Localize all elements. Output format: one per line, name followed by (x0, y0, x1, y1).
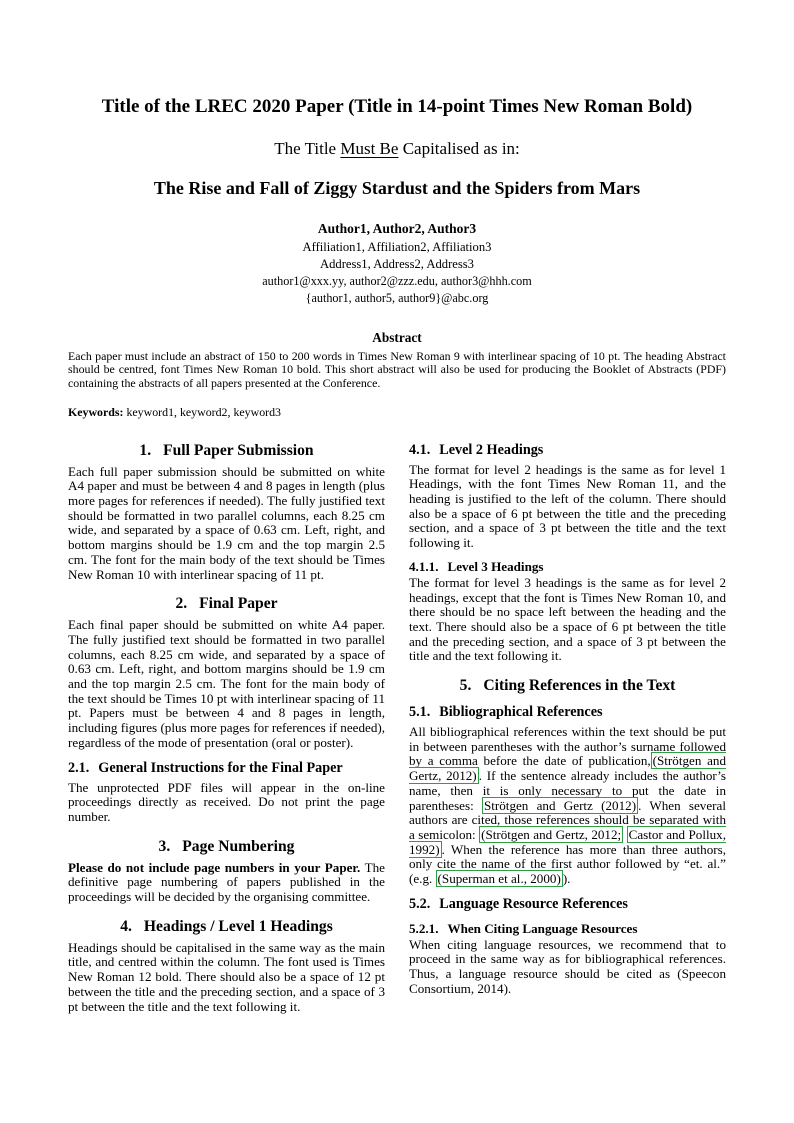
text-segment: . If the sentence already includes the author’s name, then it is only necessary to put the date in parentheses: (409, 768, 726, 813)
section-number: 4.1.1. (409, 558, 439, 574)
section-title: Full Paper Submission (163, 441, 314, 459)
section-number: 5.2. (409, 895, 431, 912)
section-4-paragraph: Headings should be capitalised in the same way as the main title, and centred within the column. The font used is Times New Roman 12 bold. There should also be a space of 12 pt between the title and the preceding section, and a space of 3 pt between the title and the text following it. (68, 939, 385, 1014)
keywords-text: keyword1, keyword2, keyword3 (123, 404, 282, 419)
section-title: Citing References in the Text (483, 677, 676, 695)
emails-line: author1@xxx.yy, author2@zzz.edu, author3@hhh.com (262, 273, 532, 288)
section-5-1-paragraph (409, 725, 726, 887)
section-heading-1 (68, 442, 385, 460)
section-heading-4-1-1 (409, 559, 726, 575)
section-4-1-paragraph: The format for level 2 headings is the same as for level 1 Headings, with the font Times New Roman 11, and the heading is justified to the left of the column. There should also be a space of 6 pt between the title and the preceding section, and a space of 3 pt between the title and the text following it. (409, 461, 726, 551)
capitalisation-note-line (68, 139, 726, 159)
section-number: 5.2.1. (409, 920, 439, 936)
citation-link[interactable]: Strötgen and Gertz (2012) (483, 797, 637, 813)
example-title: The Rise and Fall of Ziggy Stardust and the Spiders from Mars (153, 177, 641, 198)
keywords-line (68, 405, 726, 420)
section-number: 1. (139, 441, 152, 459)
paper-title: Title of the LREC 2020 Paper (Title in 14-point Times New Roman Bold) (101, 96, 693, 117)
section-heading-5-1 (409, 704, 726, 721)
section-2-paragraph: Each final paper should be submitted on white A4 paper. The fully justified text should be formatted in two parallel columns, each 8.25 cm wide, and separated by a space of 0.63 cm. Left, right, and bottom margins should be 1.9 cm and the top margin 2.5 cm. The font for the main body of the text should be Times 10 pt with interlinear spacing of 11 pt. Papers must be between 4 and 8 pages in length, including figures (plus more pages for references if needed), regardless of the mode of presentation (oral or poster). (68, 617, 385, 750)
section-title: General Instructions for the Final Paper (98, 759, 343, 776)
text-segment: The definitive page numbering of papers published in the proceedings will be decided by the organising committee. (68, 859, 385, 905)
section-number: 2. (175, 595, 188, 613)
text-segment: . When the reference has more than three authors, only cite the name of the first author followed by “et. al.” (e.g. (409, 841, 726, 887)
section-title: Headings / Level 1 Headings (143, 917, 333, 935)
section-number: 3. (158, 837, 171, 855)
two-column-body (68, 442, 726, 1015)
section-title: Bibliographical References (439, 704, 603, 721)
section-5-2-1-paragraph: When citing language resources, we recommend that to proceed in the same way as for bibliographical references. Thus, a language resource should be cited as (Speecon Consortium, 2014). (409, 936, 726, 996)
emails-braced-line: {author1, author5, author9}@abc.org (305, 290, 489, 305)
section-number: 4. (120, 917, 132, 935)
subtitle-underlined-text: Must Be (340, 138, 399, 158)
keywords-label: Keywords: (68, 404, 124, 419)
right-column (409, 442, 726, 1015)
section-heading-4 (68, 918, 385, 936)
section-heading-2-1 (68, 760, 385, 777)
left-column (68, 442, 385, 1015)
section-title: When Citing Language Resources (447, 920, 638, 936)
section-heading-5-2 (409, 896, 726, 913)
section-title: Language Resource References (439, 895, 628, 912)
subtitle-text-pre: The Title (274, 138, 341, 158)
section-number: 4.1. (409, 441, 431, 458)
page-number-warning-bold: Please do not include page numbers in your Paper. (68, 859, 361, 875)
abstract-section (68, 330, 726, 391)
section-heading-5 (409, 677, 726, 695)
affiliations-line: Affiliation1, Affiliation2, Affiliation3 (302, 239, 492, 254)
citation-link[interactable]: (Superman et al., 2000) (437, 871, 561, 887)
section-1-paragraph: Each full paper submission should be submitted on white A4 paper and must be between 4 and 8 pages in length (plus more pages for references if needed). The fully justified text should be formatted in two parallel columns, each 8.25 cm wide, and separated by a space of 0.63 cm. Left, right, and bottom margins should be 1.9 cm and the top margin 2.5 cm. The font for the main body of the text should be Times New Roman 10 with interlinear spacing of 11 pt. (68, 463, 385, 582)
section-2-1-paragraph: The unprotected PDF files will appear in the on-line proceedings directly as received. Do not print the page number. (68, 779, 385, 824)
section-heading-2 (68, 595, 385, 613)
text-segment: ). (562, 871, 571, 887)
section-heading-5-2-1 (409, 921, 726, 937)
section-number: 2.1. (68, 759, 90, 776)
text-segment: . When several authors are cited, those references should be separated with a semicolon: (409, 797, 726, 842)
citation-link[interactable]: Castor and Pollux, 1992) (409, 826, 726, 857)
section-number: 5.1. (409, 704, 431, 721)
addresses-line: Address1, Address2, Address3 (320, 256, 474, 271)
section-4-1-1-paragraph: The format for level 3 headings is the same as for level 2 headings, except that the font is Times New Roman 10, and there should be no space left between the heading and the text. There should also be a space of 6 pt between the title and the preceding section, and a space of 3 pt between the title and the text following it. (409, 574, 726, 664)
section-title: Level 2 Headings (439, 441, 544, 458)
section-title: Level 3 Headings (447, 558, 544, 574)
section-title: Page Numbering (182, 837, 295, 855)
abstract-text: Each paper must include an abstract of 150 to 200 words in Times New Roman 9 with interlinear spacing of 10 pt. The heading Abstract should be centred, font Times New Roman 10 bold. This short abstract will also be used for producing the Booklet of Abstracts (PDF) containing the abstracts of all papers presented at the Conference. (68, 348, 726, 390)
subtitle-text-post: Capitalised as in: (398, 138, 520, 158)
citation-link[interactable]: (Strötgen and Gertz, 2012) (409, 753, 726, 784)
abstract-heading: Abstract (372, 329, 422, 345)
text-segment: All bibliographical references within the text should be put in between parentheses with the author’s surname followed by a comma before the date of publication, (409, 724, 726, 769)
authors-line: Author1, Author2, Author3 (317, 220, 477, 236)
citation-link[interactable]: (Strötgen and Gertz, 2012; (481, 826, 622, 842)
section-title: Final Paper (199, 595, 278, 613)
section-heading-4-1 (409, 442, 726, 459)
section-number: 5. (459, 677, 472, 695)
section-3-paragraph (68, 861, 385, 905)
section-heading-3 (68, 838, 385, 856)
